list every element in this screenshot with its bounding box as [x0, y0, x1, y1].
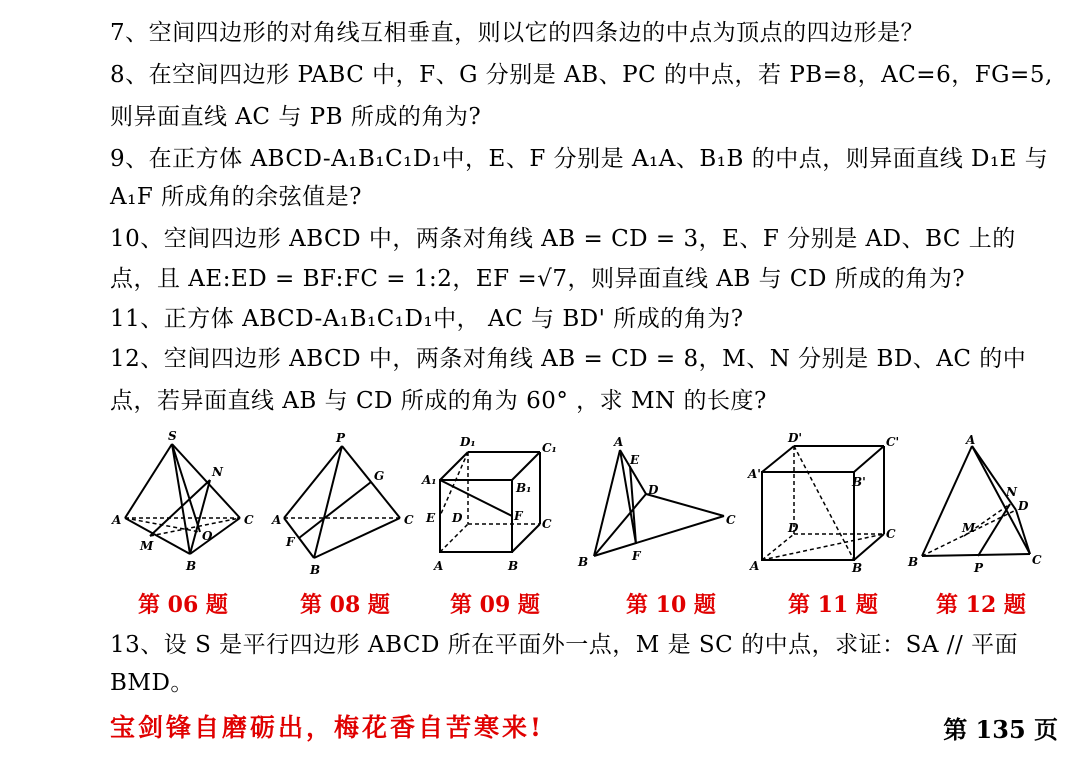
figure-09-label-b1: B₁ — [516, 481, 532, 495]
figure-11-label-c: C — [886, 527, 896, 541]
figure-09-label-d1: D₁ — [460, 435, 476, 449]
caption-figure-06: 第 06 题 — [138, 592, 228, 618]
figure-06-diagram — [110, 429, 260, 582]
page-number: 第 135 页 — [943, 715, 1058, 744]
problem-10-line-1: 10、空间四边形 ABCD 中，两条对角线 AB = CD = 3，E、F 分别是 AD、BC 上的 — [110, 226, 1016, 252]
figure-10 — [574, 432, 734, 586]
figure-09-label-e: E — [426, 511, 436, 525]
figure-11-label-b-prime: B' — [852, 475, 866, 489]
figure-09-diagram — [420, 432, 570, 582]
figure-12-label-d: D — [1018, 499, 1029, 513]
figure-12-label-b: B — [908, 555, 919, 569]
problem-12-line-2: 点，若异面直线 AB 与 CD 所成的角为 60° ，求 MN 的长度? — [110, 388, 767, 414]
problem-7-line-1: 7、空间四边形的对角线互相垂直，则以它的四条边的中点为顶点的四边形是？ — [110, 20, 925, 46]
problem-13-line-1: 13、设 S 是平行四边形 ABCD 所在平面外一点，M 是 SC 的中点，求证：SA // 平面 — [110, 632, 1019, 658]
figure-09-label-b: B — [508, 559, 519, 573]
problem-12-line-1: 12、空间四边形 ABCD 中，两条对角线 AB = CD = 8，M、N 分别是 BD、AC 的中 — [110, 346, 1027, 372]
figure-06-label-b: B — [186, 559, 197, 573]
figure-10-label-d: D — [648, 483, 659, 497]
figure-11-label-a-prime: A' — [748, 467, 761, 481]
figure-06-label-m: M — [140, 539, 154, 553]
caption-figure-10: 第 10 题 — [626, 592, 716, 618]
figure-09-label-d: D — [452, 511, 463, 525]
figure-12-label-p: P — [974, 561, 984, 575]
figure-10-label-b: B — [578, 555, 589, 569]
figure-11-label-c-prime: C' — [886, 435, 900, 449]
problem-8-line-1: 8、在空间四边形 PABC 中，F、G 分别是 AB、PC 的中点，若 PB=8，AC=6，FG=5, — [110, 62, 1053, 88]
problem-10-line-2: 点，且 AE:ED = BF:FC = 1:2，EF =√7，则异面直线 AB 与 CD 所成的角为? — [110, 266, 966, 292]
problem-11-line-1: 11、正方体 ABCD-A₁B₁C₁D₁中， AC 与 BD' 所成的角为? — [110, 306, 744, 332]
problem-9-line-2: A₁F 所成角的余弦值是? — [110, 184, 362, 210]
figure-12-diagram — [904, 432, 1054, 582]
figure-11-label-a: A — [750, 559, 760, 573]
figure-08-label-b: B — [310, 563, 321, 577]
figure-10-label-c: C — [726, 513, 736, 527]
figure-08 — [272, 432, 422, 586]
figure-12-label-c: C — [1032, 553, 1042, 567]
figure-06-label-o: O — [202, 529, 213, 543]
figure-12-label-n: N — [1006, 485, 1017, 499]
figure-08-label-f: F — [286, 535, 295, 549]
figure-08-label-a: A — [272, 513, 282, 527]
caption-figure-11: 第 11 题 — [788, 592, 878, 618]
figure-11-label-b: B — [852, 561, 863, 575]
caption-figure-09: 第 09 题 — [450, 592, 540, 618]
figure-10-diagram — [574, 432, 734, 582]
problem-13-line-2: BMD。 — [110, 670, 194, 696]
figure-09-label-a: A — [434, 559, 444, 573]
caption-figure-12: 第 12 题 — [936, 592, 1026, 618]
figure-08-diagram — [272, 432, 422, 582]
figure-10-label-e: E — [630, 453, 640, 467]
figure-11-label-d: D — [788, 521, 799, 535]
figure-08-label-c: C — [404, 513, 414, 527]
figure-10-label-a: A — [614, 435, 624, 449]
figure-12 — [904, 432, 1054, 586]
figure-08-label-g: G — [374, 469, 385, 483]
problem-9-line-1: 9、在正方体 ABCD-A₁B₁C₁D₁中，E、F 分别是 A₁A、B₁B 的中点，则异面直线 D₁E 与 — [110, 146, 1049, 172]
figure-08-label-p: P — [336, 431, 346, 445]
figure-11-label-d-prime: D' — [788, 431, 803, 445]
figure-09 — [420, 432, 570, 586]
figure-09-label-c: C — [542, 517, 552, 531]
figure-06-label-c: C — [244, 513, 254, 527]
figure-10-label-f: F — [632, 549, 641, 563]
caption-figure-08: 第 08 题 — [300, 592, 390, 618]
footer-motto: 宝剑锋自磨砺出，梅花香自苦寒来! — [110, 713, 544, 742]
figure-11-diagram — [748, 432, 898, 582]
figure-06-label-n: N — [212, 465, 223, 479]
figure-09-label-a1: A₁ — [422, 473, 437, 487]
figure-11 — [748, 432, 898, 586]
figure-06-label-a: A — [112, 513, 122, 527]
figure-09-label-c1: C₁ — [542, 441, 557, 455]
figure-06 — [110, 429, 260, 586]
figure-12-label-m: M — [962, 521, 976, 535]
figure-12-label-a: A — [966, 433, 976, 447]
figure-09-label-f: F — [514, 509, 523, 523]
problem-8-line-2: 则异面直线 AC 与 PB 所成的角为? — [110, 104, 482, 130]
figure-06-label-s: S — [168, 429, 177, 443]
